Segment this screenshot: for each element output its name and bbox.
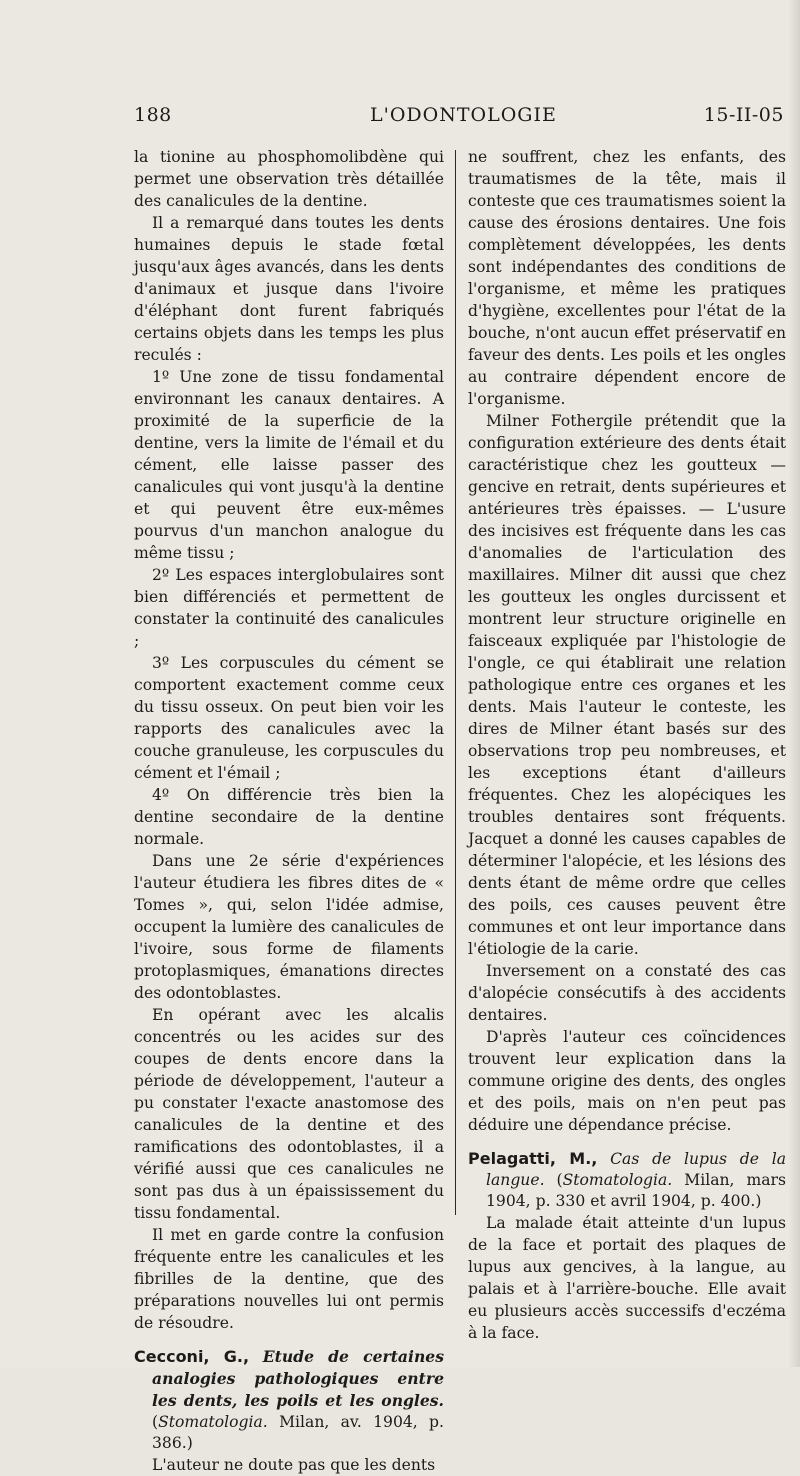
reference-journal: Stomatologia. — [158, 1413, 268, 1431]
reference-details: Milan, av. 1904, p. 386.) — [152, 1413, 444, 1452]
paragraph: 2º Les espaces interglobulaires sont bien différenciés et permettent de constater la continuité des canalicules ; — [134, 566, 444, 650]
running-header — [134, 104, 784, 134]
reference-author: Cecconi, G., — [134, 1347, 250, 1366]
reference-journal: Stomatologia. — [562, 1171, 673, 1189]
page-number: 188 — [134, 104, 172, 126]
paragraph: Dans une 2e série d'expériences l'auteur étudiera les fibres dites de « Tomes », qui, selon l'idée admise, occupent la lumière des canalicules de l'ivoire, sous forme de filaments protoplasmiques, émanations directes des odontoblastes. — [134, 852, 444, 1002]
paragraph: 4º On différencie très bien la dentine secondaire de la dentine normale. — [134, 786, 444, 848]
paragraph: L'auteur ne doute pas que les dents — [152, 1456, 436, 1474]
paragraph: 3º Les corpuscules du cément se comportent exactement comme ceux du tissu osseux. On peut bien voir les rapports des canalicules avec la couche granuleuse, les corpuscules du cément et l'émail ; — [134, 654, 444, 782]
reference-title: Etude de certaines analogies pathologiques entre les dents, les poils et les ongles. — [152, 1347, 444, 1410]
reference-details: Milan, mars 1904, p. 330 et avril 1904, p. 400.) — [486, 1171, 786, 1210]
paragraph: D'après l'auteur ces coïncidences trouvent leur explication dans la commune origine des dents, des ongles et des poils, mais on n'en peut pas déduire une dépendance précise. — [468, 1028, 786, 1134]
paragraph: ne souffrent, chez les enfants, des traumatismes de la tête, mais il conteste que ces traumatismes soient la cause des érosions dentaires. Une fois complètement développées, les dents sont indépendantes des conditions de l'organisme, et même les pratiques d'hygiène, excellentes pour l'état de la bouche, n'ont aucun effet préservatif en faveur des dents. Les poils et les ongles au contraire dépendent encore de l'organisme. — [468, 148, 786, 408]
right-column — [468, 146, 786, 1344]
paragraph: la tionine au phosphomolibdène qui permet une observation très détaillée des canalicules de la dentine. — [134, 148, 444, 210]
column-divider — [455, 150, 456, 1215]
journal-title: L'ODONTOLOGIE — [370, 104, 557, 126]
paragraph: Il met en garde contre la confusion fréquente entre les canalicules et les fibrilles de la dentine, que des préparations nouvelles lui ont permis de résoudre. — [134, 1226, 444, 1332]
reference-title: Cas de lupus de la langue. — [486, 1150, 786, 1189]
bibliographic-reference: Cecconi, G., Etude de certaines analogies pathologiques entre les dents, les poils et les ongles. (Stomatologia. Milan, av. 1904, p. 386.) — [134, 1347, 444, 1452]
page-edge-shadow — [788, 0, 800, 1367]
paragraph: En opérant avec les alcalis concentrés ou les acides sur des coupes de dents encore dans la période de développement, l'auteur a pu constater l'exacte anastomose des canalicules de la dentine et des ramifications des odontoblastes, il a vérifié aussi que ces canalicules ne sont pas dus à un épaississement du tissu fondamental. — [134, 1006, 444, 1222]
left-column — [134, 146, 444, 1476]
reference-author: Pelagatti, M., — [468, 1149, 598, 1168]
paragraph: Il a remarqué dans toutes les dents humaines depuis le stade fœtal jusqu'aux âges avancés, dans les dents d'animaux et jusque dans l'ivoire d'éléphant dont furent fabriqués certains objets dans les temps les plus reculés : — [134, 214, 444, 364]
paragraph: La malade était atteinte d'un lupus de la face et portait des plaques de lupus aux gencives, à la langue, au palais et à l'arrière-bouche. Elle avait eu plusieurs accès successifs d'eczéma à la face. — [468, 1214, 786, 1342]
paragraph: 1º Une zone de tissu fondamental environnant les canaux dentaires. A proximité de la superficie de la dentine, vers la limite de l'émail et du cément, elle laisse passer des canalicules qui vont jusqu'à la dentine et qui peuvent être eux-mêmes pourvus d'un manchon analogue du même tissu ; — [134, 368, 444, 562]
bibliographic-reference: Pelagatti, M., Cas de lupus de la langue. (Stomatologia. Milan, mars 1904, p. 330 et avril 1904, p. 400.) — [468, 1149, 786, 1210]
paragraph: Inversement on a constaté des cas d'alopécie consécutifs à des accidents dentaires. — [468, 962, 786, 1024]
paragraph: Milner Fothergile prétendit que la configuration extérieure des dents était caractéristique chez les goutteux — gencive en retrait, dents supérieures et antérieures très épaisses. — L'usure des incisives est fréquente dans les cas d'anomalies de l'articulation des maxillaires. Milner dit aussi que chez les goutteux les ongles durcissent et montrent leur structure originelle en faisceaux expliquée par l'histologie de l'ongle, ce qui établirait une relation pathologique entre ces organes et les dents. Mais l'auteur le conteste, les dires de Milner étant basés sur des observations trop peu nombreuses, et les exceptions étant d'ailleurs fréquentes. Chez les alopéciques les troubles dentaires sont fréquents. Jacquet a donné les causes capables de déterminer l'alopécie, et les lésions des dents étant de même ordre que celles des poils, ces causes peuvent être communes et ont leur importance dans l'étiologie de la carie. — [468, 412, 786, 958]
issue-date: 15-II-05 — [703, 104, 784, 126]
